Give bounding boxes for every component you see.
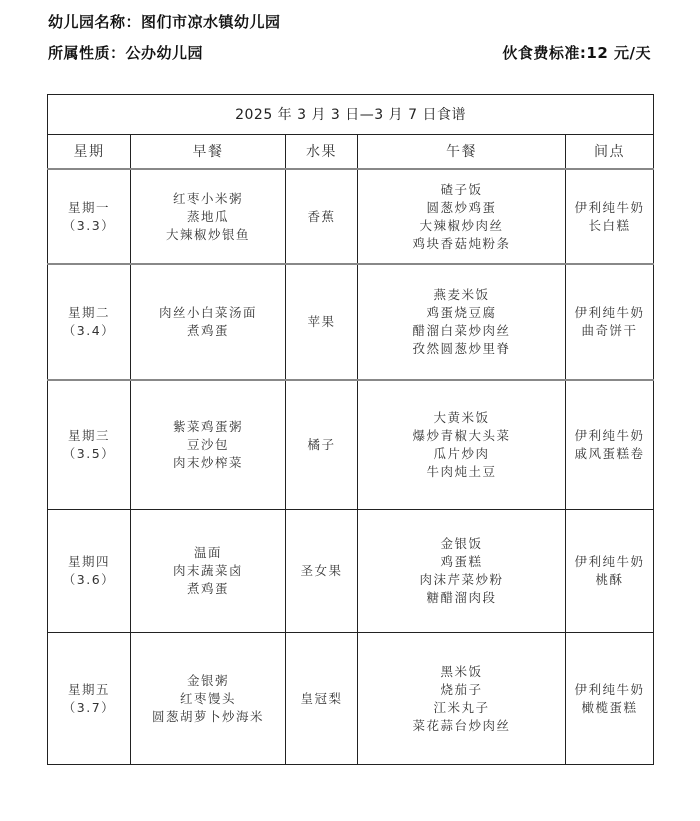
menu-item: 醋溜白菜炒肉丝 (412, 323, 511, 338)
menu-item: 伊利纯牛奶 (574, 681, 645, 697)
breakfast-cell (131, 169, 286, 264)
menu-item: 温面 (193, 545, 222, 560)
menu-item: 菜花蒜台炒肉丝 (412, 717, 511, 733)
menu-item: 肉末蔬菜卤 (172, 563, 243, 578)
menu-item: 紫菜鸡蛋粥 (172, 419, 243, 434)
menu-item: 长白糕 (588, 217, 631, 233)
day-cell (48, 633, 131, 765)
affiliation-type: 所属性质：公办幼儿园 (48, 44, 204, 62)
menu-item: 伊利纯牛奶 (574, 199, 645, 215)
menu-item: 伊利纯牛奶 (574, 305, 645, 320)
menu-item: 肉丝小白菜汤面 (158, 305, 257, 320)
menu-item: 桃酥 (595, 572, 624, 587)
menu-item: 鸡蛋烧豆腐 (426, 305, 497, 320)
menu-item: 糖醋溜肉段 (426, 590, 497, 605)
menu-item: 圆葱炒鸡蛋 (426, 199, 497, 215)
meal-fee-standard: 伙食费标准:12 元/天 (502, 44, 651, 62)
breakfast-cell (131, 380, 286, 510)
table-row (48, 264, 654, 380)
day-label: 星期一 (67, 199, 110, 215)
column-header-snack: 间点 (566, 135, 654, 170)
menu-item: 肉末炒榨菜 (172, 455, 243, 470)
menu-item: 烧茄子 (440, 681, 483, 697)
menu-item: 孜然圆葱炒里脊 (412, 341, 511, 356)
table-row (48, 633, 654, 765)
menu-item: 煮鸡蛋 (186, 323, 229, 338)
fruit-cell: 皇冠梨 (286, 633, 358, 765)
menu-item: 瓜片炒肉 (433, 446, 490, 461)
menu-item: 牛肉炖土豆 (426, 464, 497, 479)
fruit-cell: 圣女果 (286, 510, 358, 633)
snack-cell (566, 169, 654, 264)
table-row (48, 380, 654, 510)
menu-item: 豆沙包 (186, 437, 229, 452)
menu-item: 碴子饭 (440, 181, 483, 197)
lunch-cell (358, 169, 566, 264)
lunch-cell (358, 510, 566, 633)
menu-item: 鸡块香菇炖粉条 (412, 235, 511, 251)
date-label: （3.7） (62, 699, 116, 715)
fruit-cell: 橘子 (286, 380, 358, 510)
fruit-cell: 苹果 (286, 264, 358, 380)
fruit-cell: 香蕉 (286, 169, 358, 264)
menu-item: 大黄米饭 (433, 410, 490, 425)
menu-item: 伊利纯牛奶 (574, 554, 645, 569)
day-cell (48, 169, 131, 264)
menu-item: 煮鸡蛋 (186, 581, 229, 596)
breakfast-cell (131, 264, 286, 380)
day-cell (48, 264, 131, 380)
table-row (48, 510, 654, 633)
lunch-cell (358, 633, 566, 765)
menu-item: 金银饭 (440, 536, 483, 551)
kindergarten-name: 幼儿园名称：图们市凉水镇幼儿园 (48, 13, 281, 31)
column-header-lunch: 午餐 (358, 135, 566, 170)
weekly-menu-table (47, 94, 654, 765)
day-label: 星期四 (67, 554, 110, 569)
menu-title: 2025 年 3 月 3 日—3 月 7 日食谱 (48, 95, 654, 135)
day-cell (48, 380, 131, 510)
menu-item: 戚风蛋糕卷 (574, 446, 645, 461)
menu-item: 江米丸子 (433, 699, 490, 715)
lunch-cell (358, 380, 566, 510)
snack-cell (566, 510, 654, 633)
breakfast-cell (131, 510, 286, 633)
date-label: （3.4） (62, 323, 116, 338)
snack-cell (566, 633, 654, 765)
column-header-fruit: 水果 (286, 135, 358, 170)
menu-item: 燕麦米饭 (433, 287, 490, 302)
column-header-day: 星期 (48, 135, 131, 170)
snack-cell (566, 264, 654, 380)
menu-item: 肉沫芹菜炒粉 (419, 572, 504, 587)
lunch-cell (358, 264, 566, 380)
day-label: 星期二 (67, 305, 110, 320)
table-row (48, 169, 654, 264)
menu-item: 红枣小米粥 (172, 190, 243, 206)
menu-item: 黑米饭 (440, 663, 483, 679)
date-label: （3.5） (62, 446, 116, 461)
column-header-breakfast: 早餐 (131, 135, 286, 170)
date-label: （3.3） (62, 217, 116, 233)
menu-item: 蒸地瓜 (186, 208, 229, 224)
day-label: 星期五 (67, 681, 110, 697)
snack-cell (566, 380, 654, 510)
date-label: （3.6） (62, 572, 116, 587)
breakfast-cell (131, 633, 286, 765)
menu-item: 红枣馒头 (179, 690, 236, 706)
header-row (48, 135, 654, 170)
menu-item: 伊利纯牛奶 (574, 428, 645, 443)
day-label: 星期三 (67, 428, 110, 443)
menu-item: 鸡蛋糕 (440, 554, 483, 569)
menu-item: 圆葱胡萝卜炒海米 (151, 708, 264, 724)
menu-item: 大辣椒炒肉丝 (419, 217, 504, 233)
menu-item: 大辣椒炒银鱼 (165, 226, 250, 242)
menu-item: 橄榄蛋糕 (581, 699, 638, 715)
menu-item: 曲奇饼干 (581, 323, 638, 338)
day-cell (48, 510, 131, 633)
menu-item: 金银粥 (186, 672, 229, 688)
menu-item: 爆炒青椒大头菜 (412, 428, 511, 443)
